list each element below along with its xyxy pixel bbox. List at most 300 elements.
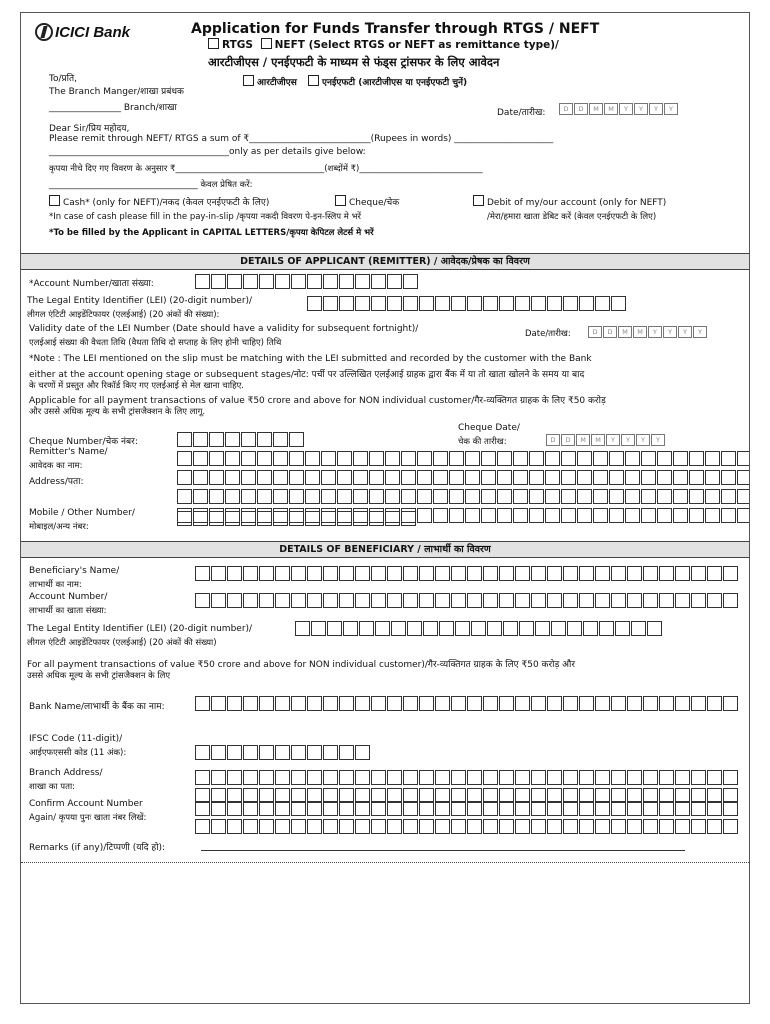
applicant-lei-boxes[interactable]: [307, 296, 627, 311]
char-box[interactable]: [451, 819, 466, 834]
char-box[interactable]: [193, 511, 208, 526]
char-box[interactable]: [465, 489, 480, 504]
sum-line[interactable]: Please remit through NEFT/ RTGS a sum of ₹___________________________(Rupees in words) ______________________: [49, 134, 554, 144]
char-box[interactable]: [307, 801, 322, 816]
date-char-box[interactable]: M: [633, 326, 647, 338]
char-box[interactable]: [609, 451, 624, 466]
char-box[interactable]: [321, 451, 336, 466]
char-box[interactable]: [419, 566, 434, 581]
char-box[interactable]: [209, 489, 224, 504]
char-box[interactable]: [225, 432, 240, 447]
char-box[interactable]: [243, 819, 258, 834]
char-box[interactable]: [721, 508, 736, 523]
char-box[interactable]: [723, 819, 738, 834]
char-box[interactable]: [579, 770, 594, 785]
char-box[interactable]: [545, 451, 560, 466]
char-box[interactable]: [435, 819, 450, 834]
char-box[interactable]: [355, 296, 370, 311]
char-box[interactable]: [275, 274, 290, 289]
char-box[interactable]: [705, 451, 720, 466]
char-box[interactable]: [691, 819, 706, 834]
cash-option[interactable]: [49, 195, 269, 208]
char-box[interactable]: [339, 296, 354, 311]
char-box[interactable]: [705, 489, 720, 504]
char-box[interactable]: [593, 489, 608, 504]
char-box[interactable]: [675, 696, 690, 711]
char-box[interactable]: [243, 274, 258, 289]
char-box[interactable]: [465, 451, 480, 466]
char-box[interactable]: [721, 451, 736, 466]
char-box[interactable]: [631, 621, 646, 636]
char-box[interactable]: [259, 770, 274, 785]
char-box[interactable]: [243, 745, 258, 760]
char-box[interactable]: [195, 566, 210, 581]
char-box[interactable]: [497, 508, 512, 523]
char-box[interactable]: [339, 566, 354, 581]
char-box[interactable]: [243, 801, 258, 816]
char-box[interactable]: [595, 819, 610, 834]
char-box[interactable]: [515, 566, 530, 581]
branch-field[interactable]: ________________ Branch/शाखा: [49, 103, 177, 113]
char-box[interactable]: [225, 489, 240, 504]
char-box[interactable]: [659, 566, 674, 581]
char-box[interactable]: [291, 745, 306, 760]
char-box[interactable]: [291, 819, 306, 834]
char-box[interactable]: [291, 801, 306, 816]
char-box[interactable]: [339, 819, 354, 834]
char-box[interactable]: [515, 296, 530, 311]
char-box[interactable]: [387, 770, 402, 785]
char-box[interactable]: [355, 593, 370, 608]
char-box[interactable]: [547, 296, 562, 311]
char-box[interactable]: [371, 770, 386, 785]
char-box[interactable]: [627, 801, 642, 816]
char-box[interactable]: [275, 745, 290, 760]
char-box[interactable]: [563, 770, 578, 785]
beneficiary-lei-boxes[interactable]: [295, 621, 663, 636]
char-box[interactable]: [259, 696, 274, 711]
char-box[interactable]: [241, 470, 256, 485]
char-box[interactable]: [387, 274, 402, 289]
char-box[interactable]: [481, 470, 496, 485]
char-box[interactable]: [675, 593, 690, 608]
char-box[interactable]: [451, 593, 466, 608]
char-box[interactable]: [531, 819, 546, 834]
char-box[interactable]: [705, 470, 720, 485]
char-box[interactable]: [289, 432, 304, 447]
char-box[interactable]: [307, 296, 322, 311]
char-box[interactable]: [273, 432, 288, 447]
char-box[interactable]: [355, 274, 370, 289]
char-box[interactable]: [595, 696, 610, 711]
char-box[interactable]: [243, 696, 258, 711]
char-box[interactable]: [353, 470, 368, 485]
char-box[interactable]: [481, 451, 496, 466]
char-box[interactable]: [563, 819, 578, 834]
char-box[interactable]: [353, 511, 368, 526]
date-char-box[interactable]: D: [588, 326, 602, 338]
char-box[interactable]: [577, 470, 592, 485]
char-box[interactable]: [371, 801, 386, 816]
char-box[interactable]: [289, 470, 304, 485]
char-box[interactable]: [609, 489, 624, 504]
char-box[interactable]: [359, 621, 374, 636]
char-box[interactable]: [673, 508, 688, 523]
neft-hindi-checkbox[interactable]: [308, 75, 319, 86]
char-box[interactable]: [307, 593, 322, 608]
date-char-box[interactable]: Y: [664, 103, 678, 115]
char-box[interactable]: [561, 508, 576, 523]
char-box[interactable]: [723, 593, 738, 608]
char-box[interactable]: [387, 801, 402, 816]
char-box[interactable]: [451, 296, 466, 311]
char-box[interactable]: [419, 593, 434, 608]
date-char-box[interactable]: Y: [634, 103, 648, 115]
char-box[interactable]: [515, 696, 530, 711]
char-box[interactable]: [211, 593, 226, 608]
date-char-box[interactable]: Y: [619, 103, 633, 115]
char-box[interactable]: [323, 566, 338, 581]
char-box[interactable]: [625, 451, 640, 466]
char-box[interactable]: [227, 801, 242, 816]
char-box[interactable]: [291, 593, 306, 608]
char-box[interactable]: [675, 566, 690, 581]
char-box[interactable]: [211, 696, 226, 711]
char-box[interactable]: [273, 489, 288, 504]
char-box[interactable]: [643, 566, 658, 581]
char-box[interactable]: [723, 566, 738, 581]
char-box[interactable]: [433, 470, 448, 485]
char-box[interactable]: [241, 451, 256, 466]
char-box[interactable]: [659, 801, 674, 816]
char-box[interactable]: [481, 508, 496, 523]
char-box[interactable]: [307, 566, 322, 581]
char-box[interactable]: [737, 508, 750, 523]
date-char-box[interactable]: M: [604, 103, 618, 115]
char-box[interactable]: [467, 770, 482, 785]
char-box[interactable]: [659, 770, 674, 785]
char-box[interactable]: [385, 451, 400, 466]
char-box[interactable]: [323, 801, 338, 816]
char-box[interactable]: [611, 696, 626, 711]
date-char-box[interactable]: D: [561, 434, 575, 446]
char-box[interactable]: [259, 819, 274, 834]
char-box[interactable]: [483, 593, 498, 608]
char-box[interactable]: [321, 470, 336, 485]
char-box[interactable]: [643, 801, 658, 816]
char-box[interactable]: [529, 451, 544, 466]
char-box[interactable]: [307, 745, 322, 760]
char-box[interactable]: [625, 489, 640, 504]
char-box[interactable]: [433, 508, 448, 523]
char-box[interactable]: [513, 470, 528, 485]
char-box[interactable]: [707, 696, 722, 711]
char-box[interactable]: [593, 508, 608, 523]
char-box[interactable]: [273, 451, 288, 466]
char-box[interactable]: [515, 801, 530, 816]
date-char-box[interactable]: M: [576, 434, 590, 446]
char-box[interactable]: [305, 511, 320, 526]
char-box[interactable]: [451, 566, 466, 581]
char-box[interactable]: [561, 489, 576, 504]
char-box[interactable]: [243, 566, 258, 581]
cheque-date-boxes[interactable]: [546, 434, 666, 446]
char-box[interactable]: [643, 770, 658, 785]
char-box[interactable]: [417, 470, 432, 485]
sum-words-line[interactable]: ________________________________________only as per details give below:: [49, 147, 366, 157]
char-box[interactable]: [567, 621, 582, 636]
char-box[interactable]: [611, 819, 626, 834]
char-box[interactable]: [545, 470, 560, 485]
char-box[interactable]: [305, 489, 320, 504]
char-box[interactable]: [643, 593, 658, 608]
char-box[interactable]: [467, 593, 482, 608]
char-box[interactable]: [227, 696, 242, 711]
char-box[interactable]: [177, 511, 192, 526]
char-box[interactable]: [369, 470, 384, 485]
char-box[interactable]: [275, 593, 290, 608]
char-box[interactable]: [403, 274, 418, 289]
char-box[interactable]: [323, 296, 338, 311]
char-box[interactable]: [513, 451, 528, 466]
char-box[interactable]: [323, 593, 338, 608]
char-box[interactable]: [673, 489, 688, 504]
char-box[interactable]: [291, 696, 306, 711]
char-box[interactable]: [403, 296, 418, 311]
char-box[interactable]: [577, 451, 592, 466]
char-box[interactable]: [657, 470, 672, 485]
char-box[interactable]: [259, 745, 274, 760]
char-box[interactable]: [403, 801, 418, 816]
char-box[interactable]: [419, 801, 434, 816]
char-box[interactable]: [403, 819, 418, 834]
char-box[interactable]: [499, 566, 514, 581]
char-box[interactable]: [337, 511, 352, 526]
char-box[interactable]: [355, 819, 370, 834]
char-box[interactable]: [627, 770, 642, 785]
char-box[interactable]: [387, 696, 402, 711]
char-box[interactable]: [707, 566, 722, 581]
char-box[interactable]: [259, 593, 274, 608]
char-box[interactable]: [675, 770, 690, 785]
char-box[interactable]: [257, 451, 272, 466]
char-box[interactable]: [563, 566, 578, 581]
char-box[interactable]: [499, 593, 514, 608]
remarks-input-line[interactable]: [201, 850, 685, 851]
char-box[interactable]: [529, 470, 544, 485]
char-box[interactable]: [177, 451, 192, 466]
char-box[interactable]: [339, 696, 354, 711]
char-box[interactable]: [515, 770, 530, 785]
char-box[interactable]: [227, 770, 242, 785]
char-box[interactable]: [467, 566, 482, 581]
date-char-box[interactable]: D: [603, 326, 617, 338]
char-box[interactable]: [657, 489, 672, 504]
char-box[interactable]: [417, 508, 432, 523]
char-box[interactable]: [547, 566, 562, 581]
debit-checkbox[interactable]: [473, 195, 484, 206]
char-box[interactable]: [193, 489, 208, 504]
char-box[interactable]: [225, 451, 240, 466]
char-box[interactable]: [515, 593, 530, 608]
char-box[interactable]: [561, 470, 576, 485]
char-box[interactable]: [737, 489, 750, 504]
char-box[interactable]: [483, 696, 498, 711]
char-box[interactable]: [531, 770, 546, 785]
lei-validity-date-boxes[interactable]: [588, 326, 708, 338]
char-box[interactable]: [195, 770, 210, 785]
remitter-name-boxes-1[interactable]: [177, 451, 750, 466]
char-box[interactable]: [307, 274, 322, 289]
char-box[interactable]: [211, 566, 226, 581]
char-box[interactable]: [689, 508, 704, 523]
char-box[interactable]: [195, 274, 210, 289]
char-box[interactable]: [403, 770, 418, 785]
char-box[interactable]: [519, 621, 534, 636]
char-box[interactable]: [343, 621, 358, 636]
char-box[interactable]: [375, 621, 390, 636]
date-char-box[interactable]: D: [546, 434, 560, 446]
char-box[interactable]: [593, 470, 608, 485]
char-box[interactable]: [401, 489, 416, 504]
char-box[interactable]: [497, 489, 512, 504]
char-box[interactable]: [483, 819, 498, 834]
char-box[interactable]: [449, 470, 464, 485]
char-box[interactable]: [599, 621, 614, 636]
char-box[interactable]: [387, 819, 402, 834]
char-box[interactable]: [595, 593, 610, 608]
char-box[interactable]: [211, 745, 226, 760]
char-box[interactable]: [449, 451, 464, 466]
char-box[interactable]: [659, 696, 674, 711]
char-box[interactable]: [305, 470, 320, 485]
char-box[interactable]: [401, 511, 416, 526]
char-box[interactable]: [241, 489, 256, 504]
char-box[interactable]: [227, 745, 242, 760]
char-box[interactable]: [307, 770, 322, 785]
char-box[interactable]: [337, 470, 352, 485]
char-box[interactable]: [577, 508, 592, 523]
applicant-account-boxes[interactable]: [195, 274, 419, 289]
rtgs-hindi-checkbox[interactable]: [243, 75, 254, 86]
char-box[interactable]: [385, 470, 400, 485]
char-box[interactable]: [327, 621, 342, 636]
confirm-account-boxes-2[interactable]: [195, 819, 739, 834]
char-box[interactable]: [449, 508, 464, 523]
char-box[interactable]: [339, 770, 354, 785]
char-box[interactable]: [257, 489, 272, 504]
char-box[interactable]: [531, 801, 546, 816]
char-box[interactable]: [209, 511, 224, 526]
char-box[interactable]: [257, 432, 272, 447]
char-box[interactable]: [657, 508, 672, 523]
char-box[interactable]: [627, 593, 642, 608]
char-box[interactable]: [579, 566, 594, 581]
char-box[interactable]: [305, 451, 320, 466]
char-box[interactable]: [593, 451, 608, 466]
char-box[interactable]: [323, 745, 338, 760]
char-box[interactable]: [531, 296, 546, 311]
char-box[interactable]: [355, 566, 370, 581]
cheque-checkbox[interactable]: [335, 195, 346, 206]
rtgs-checkbox[interactable]: [208, 38, 219, 49]
char-box[interactable]: [195, 696, 210, 711]
char-box[interactable]: [547, 801, 562, 816]
char-box[interactable]: [531, 566, 546, 581]
char-box[interactable]: [209, 470, 224, 485]
branch-address-boxes-1[interactable]: [195, 770, 739, 785]
char-box[interactable]: [435, 770, 450, 785]
char-box[interactable]: [707, 819, 722, 834]
char-box[interactable]: [449, 489, 464, 504]
beneficiary-name-boxes[interactable]: [195, 566, 739, 581]
char-box[interactable]: [545, 508, 560, 523]
char-box[interactable]: [673, 451, 688, 466]
char-box[interactable]: [551, 621, 566, 636]
char-box[interactable]: [403, 566, 418, 581]
address-boxes-1[interactable]: [177, 489, 750, 504]
char-box[interactable]: [227, 819, 242, 834]
char-box[interactable]: [563, 696, 578, 711]
char-box[interactable]: [401, 451, 416, 466]
char-box[interactable]: [273, 511, 288, 526]
sum-line-hindi[interactable]: कृपया नीचे दिए गए विवरण के अनुसार ₹___________________________________(शब्दोंमें ₹)_____________________________: [49, 164, 483, 174]
date-char-box[interactable]: D: [574, 103, 588, 115]
char-box[interactable]: [211, 274, 226, 289]
char-box[interactable]: [419, 819, 434, 834]
date-char-box[interactable]: M: [591, 434, 605, 446]
char-box[interactable]: [691, 696, 706, 711]
char-box[interactable]: [243, 593, 258, 608]
cash-checkbox[interactable]: [49, 195, 60, 206]
char-box[interactable]: [689, 451, 704, 466]
char-box[interactable]: [353, 451, 368, 466]
char-box[interactable]: [371, 296, 386, 311]
char-box[interactable]: [467, 696, 482, 711]
char-box[interactable]: [401, 470, 416, 485]
char-box[interactable]: [627, 819, 642, 834]
char-box[interactable]: [691, 770, 706, 785]
char-box[interactable]: [195, 819, 210, 834]
char-box[interactable]: [177, 489, 192, 504]
char-box[interactable]: [387, 566, 402, 581]
char-box[interactable]: [513, 489, 528, 504]
char-box[interactable]: [275, 819, 290, 834]
char-box[interactable]: [625, 470, 640, 485]
char-box[interactable]: [195, 745, 210, 760]
char-box[interactable]: [403, 696, 418, 711]
char-box[interactable]: [647, 621, 662, 636]
char-box[interactable]: [323, 770, 338, 785]
char-box[interactable]: [195, 801, 210, 816]
char-box[interactable]: [737, 451, 750, 466]
char-box[interactable]: [209, 432, 224, 447]
char-box[interactable]: [307, 819, 322, 834]
char-box[interactable]: [355, 696, 370, 711]
char-box[interactable]: [225, 470, 240, 485]
char-box[interactable]: [503, 621, 518, 636]
char-box[interactable]: [689, 470, 704, 485]
char-box[interactable]: [643, 696, 658, 711]
char-box[interactable]: [211, 770, 226, 785]
char-box[interactable]: [323, 696, 338, 711]
char-box[interactable]: [547, 819, 562, 834]
char-box[interactable]: [337, 489, 352, 504]
char-box[interactable]: [483, 770, 498, 785]
char-box[interactable]: [371, 696, 386, 711]
char-box[interactable]: [483, 801, 498, 816]
char-box[interactable]: [545, 489, 560, 504]
